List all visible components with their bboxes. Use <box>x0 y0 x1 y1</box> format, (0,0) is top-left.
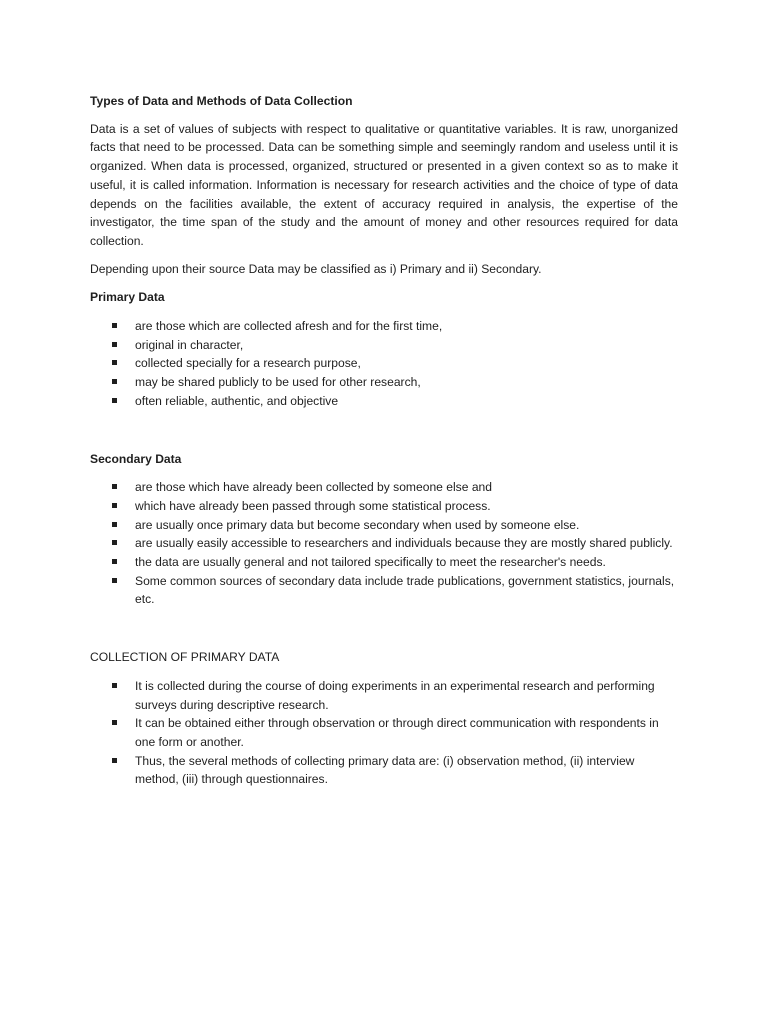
list-item-text: are usually easily accessible to researchers and individuals because they are mostly shared publicly. <box>135 536 673 551</box>
square-bullet-icon <box>112 578 117 583</box>
list-item <box>90 677 678 714</box>
square-bullet-icon <box>112 484 117 489</box>
list-item <box>90 572 678 609</box>
list-item-text: are those which have already been collected by someone else and <box>135 480 492 495</box>
list-item-text: original in character, <box>135 337 244 352</box>
square-bullet-icon <box>112 323 117 328</box>
square-bullet-icon <box>112 758 117 763</box>
square-bullet-icon <box>112 398 117 403</box>
list-item-text: It can be obtained either through observation or through direct communication with respondents in one form or another. <box>135 716 659 749</box>
list-item <box>90 336 678 355</box>
collection-list <box>90 677 678 789</box>
square-bullet-icon <box>112 683 117 688</box>
primary-data-heading: Primary Data <box>90 290 165 305</box>
list-item-text: are those which are collected afresh and for the first time, <box>135 319 443 334</box>
list-item-text: collected specially for a research purpose, <box>135 356 361 371</box>
list-item <box>90 354 678 373</box>
square-bullet-icon <box>112 379 117 384</box>
list-item <box>90 478 678 497</box>
square-bullet-icon <box>112 720 117 725</box>
list-item-text: Thus, the several methods of collecting primary data are: (i) observation method, (ii) interview method, (iii) through questionnaires. <box>135 753 635 787</box>
list-item-text: Some common sources of secondary data include trade publications, government statistics, journals, etc. <box>135 573 675 607</box>
square-bullet-icon <box>112 360 117 365</box>
intro-paragraph: Data is a set of values of subjects with respect to qualitative or quantitative variables. It is raw, unorganized facts that need to be processed. Data can be something simple and seemingly random and useless until it is organized. When data is processed, organized, structured or presented in a given context so as to make it useful, it is called information. Information is necessary for research activities and the choice of type of data depends on the facilities available, the extent of accuracy required in analysis, the expertise of the investigator, the time span of the study and the amount of money and other resources required for data collection. <box>90 121 678 248</box>
list-item-text: may be shared publicly to be used for other research, <box>135 375 421 390</box>
spacer <box>90 609 678 648</box>
square-bullet-icon <box>112 540 117 545</box>
list-item-text: It is collected during the course of doing experiments in an experimental research and performing surveys during descriptive research. <box>135 678 655 712</box>
list-item-text: are usually once primary data but become secondary when used by someone else. <box>135 517 580 532</box>
list-item <box>90 534 678 553</box>
list-item <box>90 392 678 411</box>
square-bullet-icon <box>112 503 117 508</box>
list-item-text: the data are usually general and not tailored specifically to meet the researcher's needs. <box>135 555 606 570</box>
list-item <box>90 497 678 516</box>
classification-paragraph: Depending upon their source Data may be classified as i) Primary and ii) Secondary. <box>90 261 542 276</box>
list-item <box>90 317 678 336</box>
square-bullet-icon <box>112 522 117 527</box>
list-item-text: often reliable, authentic, and objective <box>135 393 339 408</box>
list-item <box>90 752 678 789</box>
secondary-data-list <box>90 478 678 609</box>
document-title: Types of Data and Methods of Data Collection <box>90 94 353 108</box>
list-item <box>90 714 678 751</box>
square-bullet-icon <box>112 559 117 564</box>
square-bullet-icon <box>112 342 117 347</box>
collection-heading: COLLECTION OF PRIMARY DATA <box>90 650 280 665</box>
list-item-text: which have already been passed through some statistical process. <box>135 498 491 513</box>
list-item <box>90 373 678 392</box>
list-item <box>90 516 678 535</box>
spacer <box>90 411 678 450</box>
list-item <box>90 553 678 572</box>
secondary-data-heading: Secondary Data <box>90 451 182 466</box>
primary-data-list <box>90 317 678 411</box>
